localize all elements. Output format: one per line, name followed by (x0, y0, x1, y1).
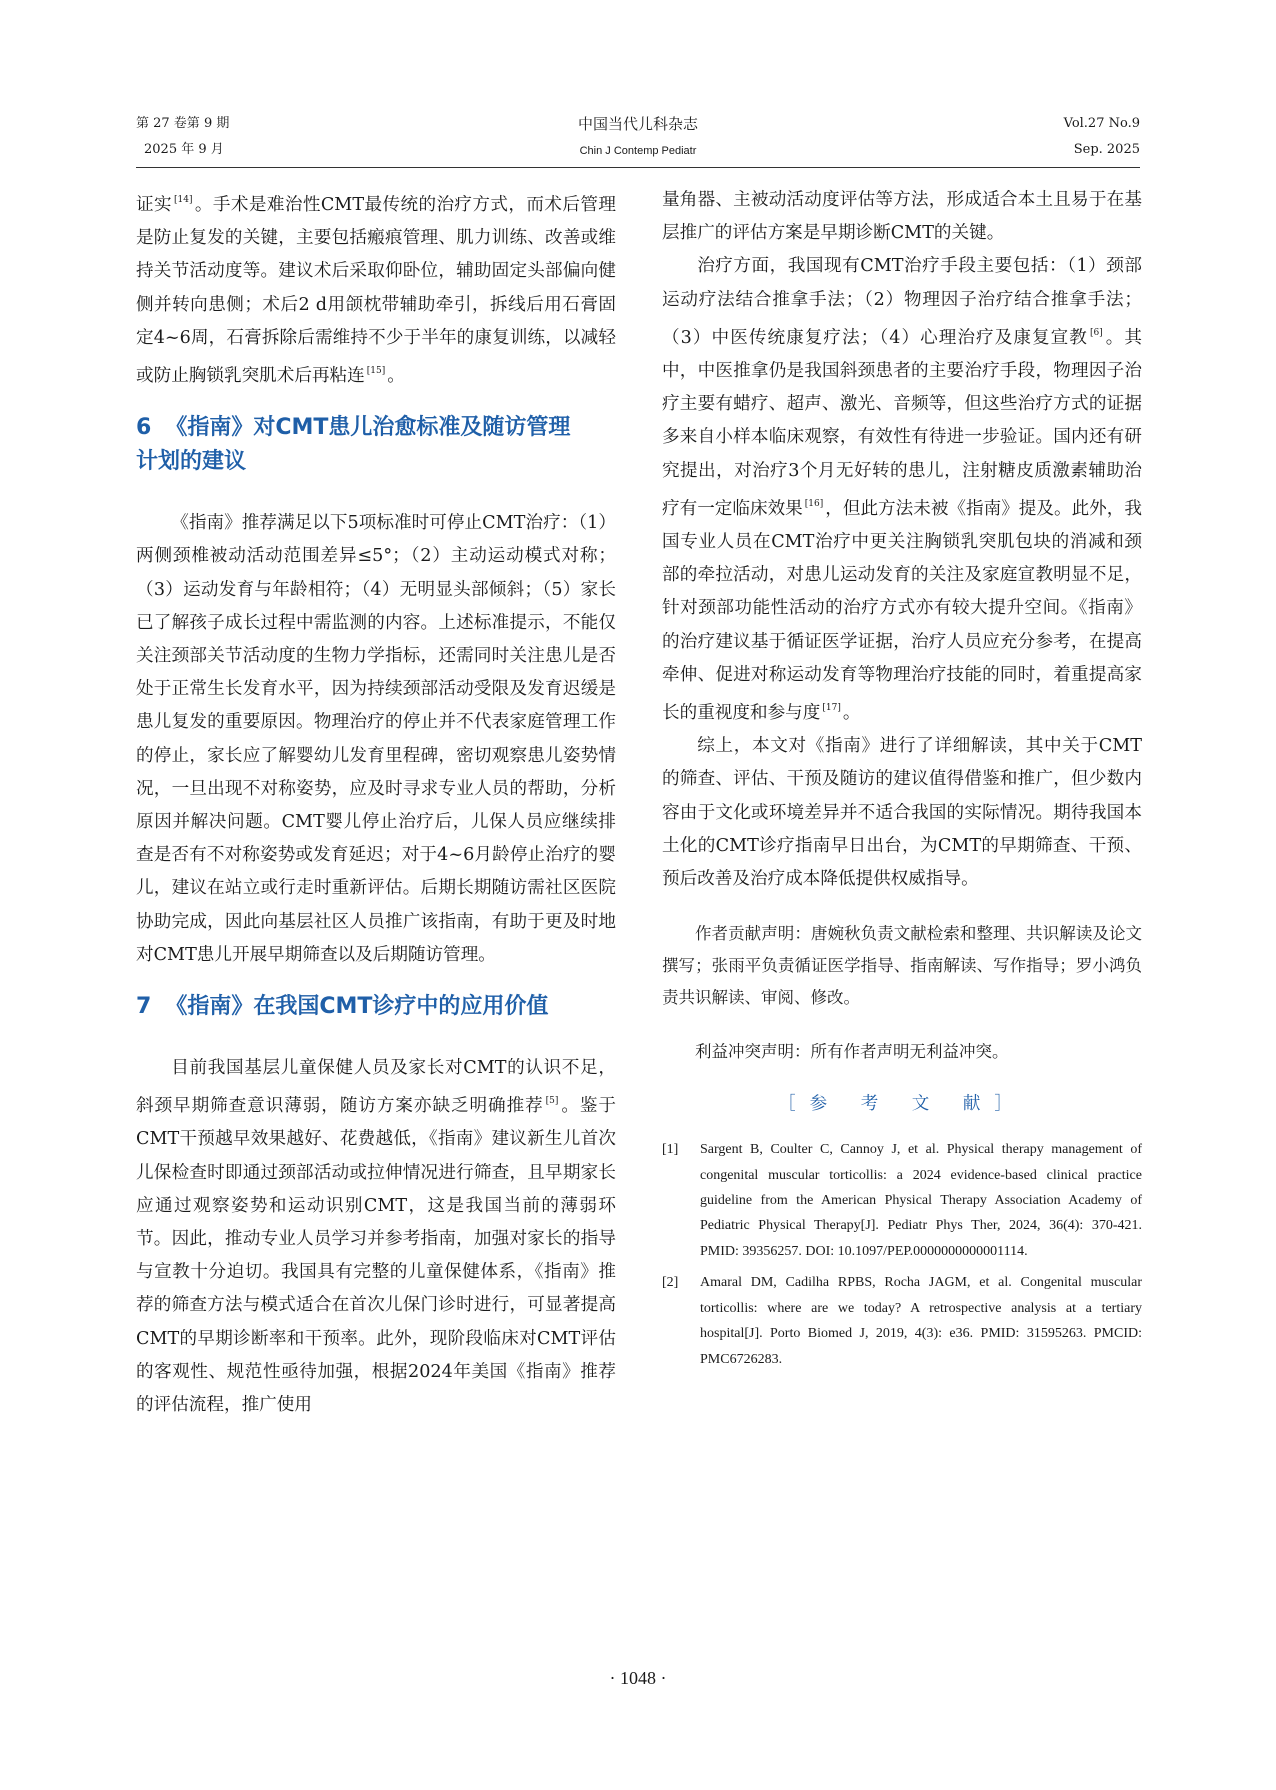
section-title: 《指南》对CMT患儿治愈标准及随访管理 (165, 415, 571, 441)
header-divider (136, 167, 1140, 168)
author-contribution-statement: 作者贡献声明：唐婉秋负责文献检索和整理、共识解读及论文撰写；张雨平负责循证医学指导、指南解读、写作指导；罗小鸿负责共识解读、审阅、修改。 (662, 924, 1142, 1008)
references-heading: ［参 考 文 献］ (778, 1094, 1026, 1115)
section-6-heading (136, 411, 616, 479)
paragraph-continued: 量角器、主被动活动度评估等方法，形成适合本土且易于在基层推广的评估方案是早期诊断CMT的关键。 (662, 190, 1142, 244)
paragraph-application-value: 目前我国基层儿童保健人员及家长对CMT的认识不足，斜颈早期筛查意识薄弱，随访方案亦缺乏明确推荐 [5] 。鉴于CMT干预越早效果越好、花费越低，《指南》建议新生儿首次儿保检查时即通过颈部活动或拉伸情况进行筛查，且早期家长应通过观察姿势和运动识别CMT，这是我国当前的薄弱环节。因此，推动专业人员学习并参考指南，加强对家长的指导与宣教十分迫切。我国具有完整的儿童保健体系，《指南》推荐的筛查方法与模式适合在首次儿保门诊时进行，可显著提高CMT的早期诊断率和干预率。此外，现阶段临床对CMT评估的客观性、规范性亟待加强，根据2024年美国《指南》推荐的评估流程，推广使用 (136, 1058, 616, 1416)
section-title-cont: 计划的建议 (136, 449, 247, 475)
citation[interactable]: [14] (174, 195, 193, 205)
volume-issue: 第 27 卷第 9 期 (136, 116, 230, 131)
journal-title-en: Chin J Contemp Pediatr (579, 145, 697, 157)
citation[interactable]: [5] (545, 1096, 559, 1107)
page-number: · 1048 · (609, 1668, 667, 1688)
citation[interactable]: [17] (822, 703, 841, 714)
section-number: 7 (136, 994, 152, 1020)
journal-title: 中国当代儿科杂志 (577, 115, 698, 133)
running-header (136, 116, 1140, 164)
section-7-heading (136, 990, 616, 1024)
right-column (662, 184, 1142, 1372)
paragraph-treatment: 治疗方面，我国现有CMT治疗手段主要包括：（1）颈部运动疗法结合推拿手法；（2）物理因子治疗结合推拿手法；（3）中医传统康复疗法；（4）心理治疗及康复宣教 [6] 。其中，中医推拿仍是我国斜颈患者的主要治疗手段，物理因子治疗主要有蜡疗、超声、激光、音频等，但这些治疗方式的证据多来自小样本临床观察，有效性有待进一步验证。国内还有研究提出，对治疗3个月无好转的患儿，注射糖皮质激素辅助治疗有一定临床效果 [16] ，但此方法未被《指南》提及。此外，我国专业人员在CMT治疗中更关注胸锁乳突肌包块的消减和颈部的牵拉活动，对患儿运动发育的关注及家庭宣教明显不足，针对颈部功能性活动的治疗方式亦有较大提升空间。《指南》的治疗建议基于循证医学证据，治疗人员应充分参考，在提高牵伸、促进对称运动发育等物理治疗技能的同时，着重提高家长的重视度和参与度 [17] 。 (662, 256, 1142, 724)
section-number: 6 (136, 415, 152, 441)
volume-issue-en: Vol.27 No.9 (1063, 116, 1140, 131)
reference-text[interactable]: Amaral DM, Cadilha RPBS, Rocha JAGM, et al. Congenital muscular torticollis: where are we today? A retrospective analysis at a tertiary hospital[J]. Porto Biomed J, 2019, 4(3): e36. PMID: 31595263. PMCID: PMC6726283. (700, 1275, 1142, 1367)
paragraph-summary: 综上，本文对《指南》进行了详细解读，其中关于CMT的筛查、评估、干预及随访的建议值得借鉴和推广，但少数内容由于文化或环境差异并不适合我国的实际情况。期待我国本土化的CMT诊疗指南早日出台，为CMT的早期筛查、干预、预后改善及治疗成本降低提供权威指导。 (662, 736, 1142, 890)
paragraph-cure-criteria: 《指南》推荐满足以下5项标准时可停止CMT治疗：（1）两侧颈椎被动活动范围差异≤5°；（2）主动运动模式对称；（3）运动发育与年龄相符；（4）无明显头部倾斜；（5）家长已了解孩子成长过程中需监测的内容。上述标准提示，不能仅关注颈部关节活动度的生物力学指标，还需同时关注患儿是否处于正常生长发育水平，因为持续颈部活动受限及发育迟缓是患儿复发的重要原因。物理治疗的停止并不代表家庭管理工作的停止，家长应了解婴幼儿发育里程碑，密切观察患儿姿势情况，一旦出现不对称姿势，应及时寻求专业人员的帮助，分析原因并解决问题。CMT婴儿停止治疗后，儿保人员应继续排查是否有不对称姿势或发育延迟；对于4~6月龄停止治疗的婴儿，建议在站立或行走时重新评估。后期长期随访需社区医院协助完成，因此向基层社区人员推广该指南，有助于更及时地对CMT患儿开展早期筛查以及后期随访管理。 (136, 513, 616, 965)
issue-date: 2025 年 9 月 (144, 142, 224, 157)
citation[interactable]: [15] (366, 366, 386, 377)
paragraph-surgery: 证实 [14] 。手术是难治性CMT最传统的治疗方式，而术后管理是防止复发的关键，主要包括瘢痕管理、肌力训练、改善或维持关节活动度等。建议术后采取仰卧位，辅助固定头部偏向健侧并转向患侧；术后2 d用颌枕带辅助牵引，拆线后用石膏固定4~6周，石膏拆除后需维持不少于半年的康复训练，以减轻或防止胸锁乳突肌术后再粘连 [15] 。 (136, 195, 616, 387)
reference-item (662, 1137, 1142, 1264)
conflict-of-interest-statement: 利益冲突声明：所有作者声明无利益冲突。 (695, 1042, 1009, 1062)
section-title: 《指南》在我国CMT诊疗中的应用价值 (165, 994, 549, 1020)
reference-text[interactable]: Sargent B, Coulter C, Cannoy J, et al. Physical therapy management of congenital muscular torticollis: a 2024 evidence-based clinical practice guideline from the American Physical Therapy Association Academy of Pediatric Physical Therapy[J]. Pediatr Phys Ther, 2024, 36(4): 370-421. PMID: 39356257. DOI: 10.1097/PEP.0000000000001114. (700, 1142, 1142, 1259)
reference-number: [2] (662, 1275, 679, 1291)
reference-number: [1] (662, 1142, 679, 1158)
issue-date-en: Sep. 2025 (1073, 142, 1140, 157)
citation[interactable]: [6] (1089, 327, 1103, 338)
left-column (136, 184, 616, 1422)
reference-item (662, 1270, 1142, 1372)
citation[interactable]: [16] (804, 498, 824, 509)
